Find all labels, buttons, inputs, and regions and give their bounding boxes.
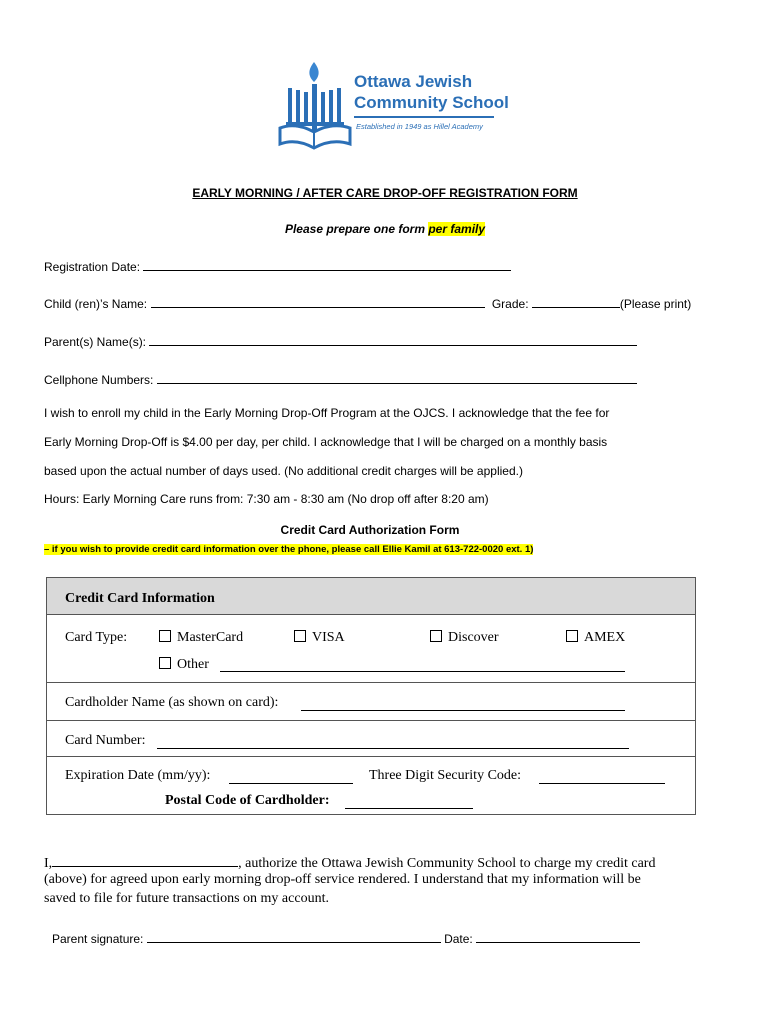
logo-name-line1: Ottawa Jewish: [354, 72, 473, 91]
enroll-paragraph-line3: based upon the actual number of days used. (No additional credit charges will be applied.): [44, 464, 523, 478]
checkbox-icon[interactable]: [294, 630, 306, 642]
card-type-label: Card Type:: [65, 630, 128, 645]
signature-label: Parent signature:: [52, 932, 144, 946]
enroll-paragraph-line2: Early Morning Drop-Off is $4.00 per day, per child. I acknowledge that I will be charged on a monthly basis: [44, 435, 608, 449]
logo-tagline: Established in 1949 as Hillel Academy: [356, 122, 483, 131]
checkbox-icon[interactable]: [566, 630, 578, 642]
cc-auth-title: Credit Card Authorization Form: [280, 523, 460, 537]
postal-code-field[interactable]: [345, 794, 473, 809]
cellphone-row: [44, 369, 637, 387]
cellphone-field[interactable]: [157, 369, 637, 384]
card-option-label: AMEX: [584, 630, 626, 645]
cardholder-field[interactable]: [301, 696, 625, 711]
auth-prefix: I,: [44, 856, 53, 871]
subtitle-prefix: Please prepare one form: [284, 222, 429, 236]
cc-divider-1: [47, 682, 695, 683]
credit-card-box: [46, 577, 696, 815]
phone-note-text: – if you wish to provide credit card information over the phone, please call Ellie Kamil at 613-722-0020 ext. 1): [44, 544, 534, 555]
child-name-field[interactable]: [151, 293, 485, 308]
security-code-field[interactable]: [539, 769, 665, 784]
cardholder-label: Cardholder Name (as shown on card):: [65, 695, 279, 710]
subtitle-highlight: per family: [428, 222, 486, 236]
security-code-label: Three Digit Security Code:: [369, 768, 522, 783]
card-option-mastercard[interactable]: [159, 630, 243, 646]
auth-line1: [44, 852, 655, 872]
hours-text: Hours: Early Morning Care runs from: 7:30 am - 8:30 am (No drop off after 8:20 am): [44, 492, 489, 506]
menorah-book-icon: [276, 60, 356, 152]
school-logo: [276, 60, 509, 152]
auth-line2: (above) for agreed upon early morning drop-off service rendered. I understand that my information will be: [44, 872, 641, 887]
card-option-amex[interactable]: [566, 630, 625, 646]
form-title: EARLY MORNING / AFTER CARE DROP-OFF REGISTRATION FORM: [192, 186, 578, 200]
other-card-field[interactable]: [220, 657, 625, 672]
please-print-note: (Please print): [619, 297, 692, 311]
date-field[interactable]: [476, 928, 640, 943]
signature-field[interactable]: [147, 928, 441, 943]
card-number-field[interactable]: [157, 734, 629, 749]
grade-label: Grade:: [491, 297, 529, 311]
card-option-other[interactable]: [159, 657, 209, 673]
cellphone-label: Cellphone Numbers:: [44, 373, 154, 387]
postal-code-label: Postal Code of Cardholder:: [165, 793, 330, 808]
parent-names-field[interactable]: [149, 331, 637, 346]
expiration-field[interactable]: [229, 769, 353, 784]
cc-divider-2: [47, 720, 695, 721]
logo-divider: [354, 116, 494, 118]
card-option-discover[interactable]: [430, 630, 499, 646]
cc-header-title: Credit Card Information: [65, 591, 215, 606]
card-option-label: Discover: [448, 630, 499, 645]
card-option-label: VISA: [312, 630, 345, 645]
cc-header-bar: [47, 578, 695, 615]
registration-date-row: [44, 256, 511, 274]
form-subtitle: [0, 222, 770, 236]
expiration-label: Expiration Date (mm/yy):: [65, 768, 211, 783]
checkbox-icon[interactable]: [430, 630, 442, 642]
logo-name-line2: Community School: [354, 93, 509, 112]
phone-note: [44, 544, 533, 555]
card-number-label: Card Number:: [65, 733, 146, 748]
checkbox-icon[interactable]: [159, 630, 171, 642]
cc-divider-3: [47, 756, 695, 757]
date-label: Date:: [444, 932, 473, 946]
signature-row: [52, 928, 640, 946]
enroll-paragraph-line1: I wish to enroll my child in the Early Morning Drop-Off Program at the OJCS. I acknowledge that the fee for: [44, 406, 610, 420]
parent-names-row: [44, 331, 637, 349]
parent-names-label: Parent(s) Name(s):: [44, 335, 147, 349]
auth-name-field[interactable]: [52, 852, 238, 867]
card-option-label: MasterCard: [177, 630, 244, 645]
auth-line1-text: , authorize the Ottawa Jewish Community School to charge my credit card: [238, 856, 656, 871]
grade-field[interactable]: [532, 293, 620, 308]
registration-date-label: Registration Date:: [44, 260, 141, 274]
auth-line3: saved to file for future transactions on my account.: [44, 891, 329, 906]
registration-date-field[interactable]: [143, 256, 511, 271]
card-option-visa[interactable]: [294, 630, 345, 646]
card-option-label: Other: [177, 657, 209, 672]
child-name-label: Child (ren)’s Name:: [44, 297, 148, 311]
checkbox-icon[interactable]: [159, 657, 171, 669]
child-name-row: [44, 293, 691, 311]
